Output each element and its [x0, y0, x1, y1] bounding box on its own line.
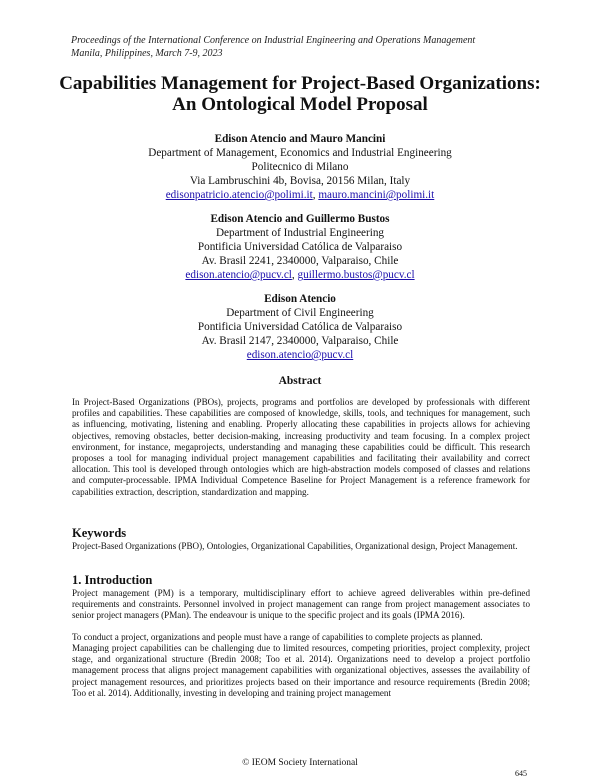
affiliation-line: Pontificia Universidad Católica de Valparaiso [197, 321, 403, 333]
intro-paragraph-3: Managing project capabilities can be challenging due to limited resources, competing priorities, project complexity, project stage, and organizational structure (Bredin 2008; Too et al. 2014). Organizations need to develop a project portfolio management process that aligns project management capabilities with organizational objectives, assesses the availability of project management resources, and prioritizes projects based on their importance and resource requirements (Bredin 2008; Too et al. 2014). Additionally, investing in developing and training project management [72, 643, 530, 698]
intro-paragraph-2: To conduct a project, organizations and people must have a range of capabilities to complete projects as planned. [72, 632, 483, 642]
affiliation-line: Av. Brasil 2241, 2340000, Valparaiso, Chile [201, 255, 399, 267]
email-separator: , [291, 269, 298, 281]
affiliation-line: Via Lambruschini 4b, Bovisa, 20156 Milan, Italy [189, 175, 411, 187]
keywords-text: Project-Based Organizations (PBO), Ontologies, Organizational Capabilities, Organizational design, Project Management. [72, 541, 518, 551]
email-line [60, 348, 540, 362]
email-link[interactable]: guillermo.bustos@pucv.cl [297, 269, 415, 281]
author-names: Edison Atencio and Guillermo Bustos [210, 213, 390, 225]
email-separator: , [312, 189, 319, 201]
header-line-2: Manila, Philippines, March 7-9, 2023 [71, 48, 223, 59]
email-link[interactable]: mauro.mancini@polimi.it [318, 189, 435, 201]
author-block-1 [60, 132, 540, 202]
running-header [71, 34, 475, 60]
author-block-2 [60, 212, 540, 282]
affiliation-line: Department of Industrial Engineering [215, 227, 385, 239]
title-line-2: An Ontological Model Proposal [172, 94, 428, 115]
keywords-heading: Keywords [72, 526, 127, 540]
affiliation-line: Department of Civil Engineering [226, 307, 374, 319]
footer-copyright: © IEOM Society International [242, 758, 358, 768]
paper-title [40, 73, 560, 115]
abstract-text: In Project-Based Organizations (PBOs), projects, programs and portfolios are developed by professionals with different profiles and capabilities. These capabilities are composed of knowledge, skills, tools, and techniques for management, such as influencing, motivating, listening and enabling. Properly allocating these capabilities in projects allows for achieving objectives, removing obstacles, better decision-making, increasing productivity and team focusing. In a complex project environment, for instance, megaprojects, understanding and managing these capabilities could be difficult. This research proposes a tool for managing individual project management capabilities and facilitating their availability and correct allocation. This tool is developed through ontologies which are high-abstraction models composed of classes and relations and computer-processable. IPMA Individual Competence Baseline for Project Management is a reference framework for capabilities extraction, description, standardization and mapping. [72, 397, 530, 497]
email-link[interactable]: edisonpatricio.atencio@polimi.it [165, 189, 313, 201]
title-line-1: Capabilities Management for Project-Based Organizations: [59, 73, 541, 94]
email-link[interactable]: edison.atencio@pucv.cl [246, 349, 354, 361]
affiliation-line: Pontificia Universidad Católica de Valparaiso [197, 241, 403, 253]
intro-paragraph-1: Project management (PM) is a temporary, multidisciplinary effort to achieve agreed deliverables within pre-defined requirements and constraints. Personnel involved in project management can range from project management associates to senior project managers (PMan). The endeavour is unique to the specific project and its goals (IPMA 2016). [72, 588, 530, 621]
affiliation-line: Av. Brasil 2147, 2340000, Valparaiso, Chile [201, 335, 399, 347]
author-names: Edison Atencio and Mauro Mancini [214, 133, 386, 145]
introduction-heading: 1. Introduction [72, 573, 153, 587]
email-line [60, 268, 540, 282]
author-block-3 [60, 292, 540, 362]
affiliation-line: Department of Management, Economics and Industrial Engineering [148, 147, 452, 159]
abstract-heading: Abstract [278, 375, 322, 387]
page-number: 645 [515, 769, 527, 778]
email-line [60, 188, 540, 202]
affiliation-line: Politecnico di Milano [251, 161, 349, 173]
header-line-1: Proceedings of the International Conference on Industrial Engineering and Operations Management [71, 35, 476, 46]
email-link[interactable]: edison.atencio@pucv.cl [185, 269, 292, 281]
author-names: Edison Atencio [264, 293, 336, 305]
